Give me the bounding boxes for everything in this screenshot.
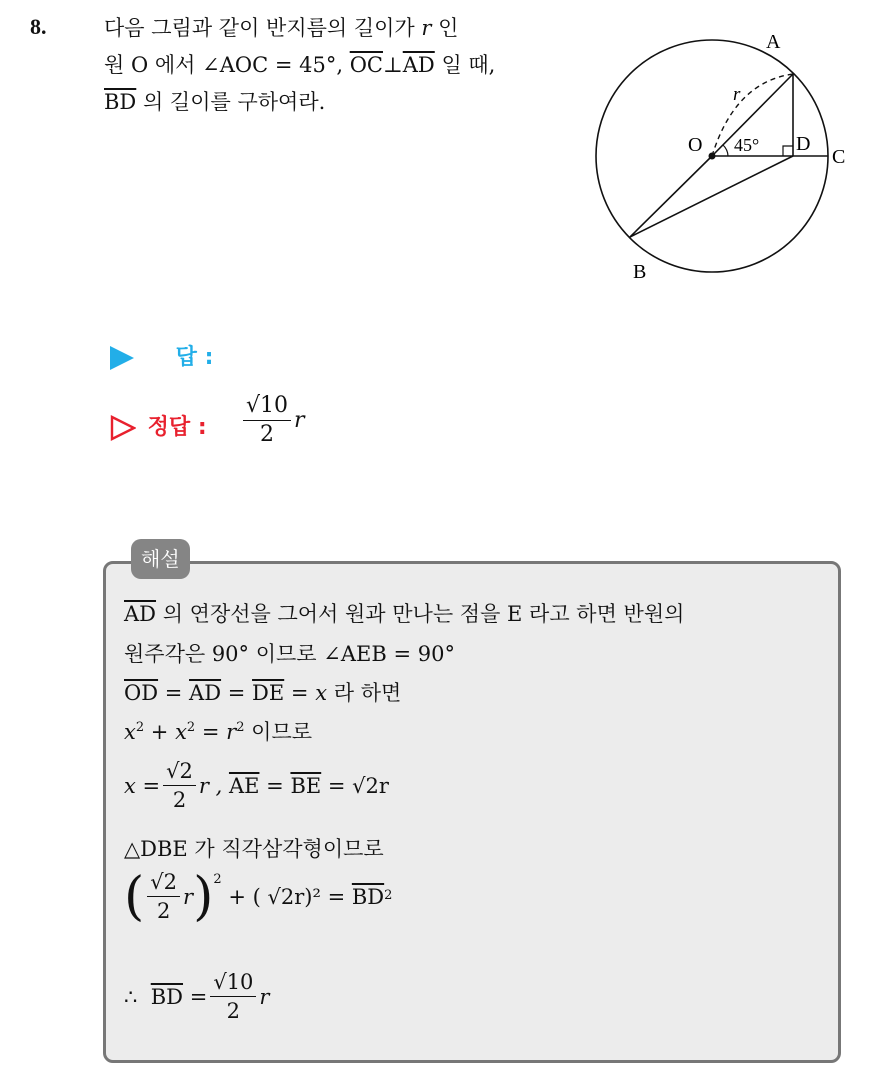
circle-figure (585, 22, 855, 292)
correct-answer-label: 정답 : (147, 415, 207, 440)
solution-line-6: △DBE 가 직각삼각형이므로 (124, 837, 384, 861)
outline-triangle-icon (110, 415, 136, 441)
answer-label: 답 : (175, 345, 214, 370)
label-a: A (766, 31, 781, 53)
solution-line-7: ( $\frac{√2}{2}$ r ) $^2$ + ( √2r)² = $\overline{BD}$ 2 (124, 866, 393, 927)
solution-line-1: $\overline{AD}$ 의 연장선을 그어서 원과 만나는 점을 E 라고 하면 반원의 (124, 602, 685, 626)
label-b: B (633, 261, 647, 283)
label-angle: 45° (734, 135, 760, 155)
label-d: D (796, 133, 811, 155)
correct-answer-row (110, 410, 207, 441)
solution-line-2: 원주각은 90° 이므로 ∠AEB = 90° (124, 642, 455, 666)
segment-bd (630, 156, 793, 237)
question-line-2: 원 O 에서 ∠AOC = 45°, $\overline{OC}\perp\overline{AD}$ 일 때, (104, 53, 496, 77)
question-line-3: $\overline{BD}$ 의 길이를 구하여라. (104, 90, 326, 114)
solution-line-3: $\overline{OD} = \overline{AD} = \overline{DE} = x$ 라 하면 (124, 681, 402, 705)
label-r: r (733, 84, 741, 105)
play-triangle-icon (110, 346, 134, 370)
label-o: O (688, 134, 703, 156)
solution-line-5: x = $\frac{√2}{2}$ r , $\overline{AE}$ = $\overline{BE}$ = √2r (124, 759, 389, 812)
solution-line-4: $x^2 + x^2 = r^2$ 이므로 (124, 720, 313, 744)
segment-ob (630, 156, 712, 237)
solution-tab: 해설 (131, 539, 190, 579)
question-line-1: 다음 그림과 같이 반지름의 길이가 r 인 (104, 16, 459, 40)
label-c: C (832, 146, 846, 168)
angle-arc (723, 145, 728, 156)
question-number: 8. (30, 14, 47, 39)
correct-answer-value: $\frac{√10}{2}$ r (240, 392, 305, 449)
answer-row (110, 340, 213, 371)
center-point (709, 153, 716, 160)
question-text (104, 10, 495, 121)
right-angle-mark (783, 146, 793, 156)
solution-line-8: ∴ $\overline{BD}$ = $\frac{√10}{2}$ r (124, 970, 270, 1023)
